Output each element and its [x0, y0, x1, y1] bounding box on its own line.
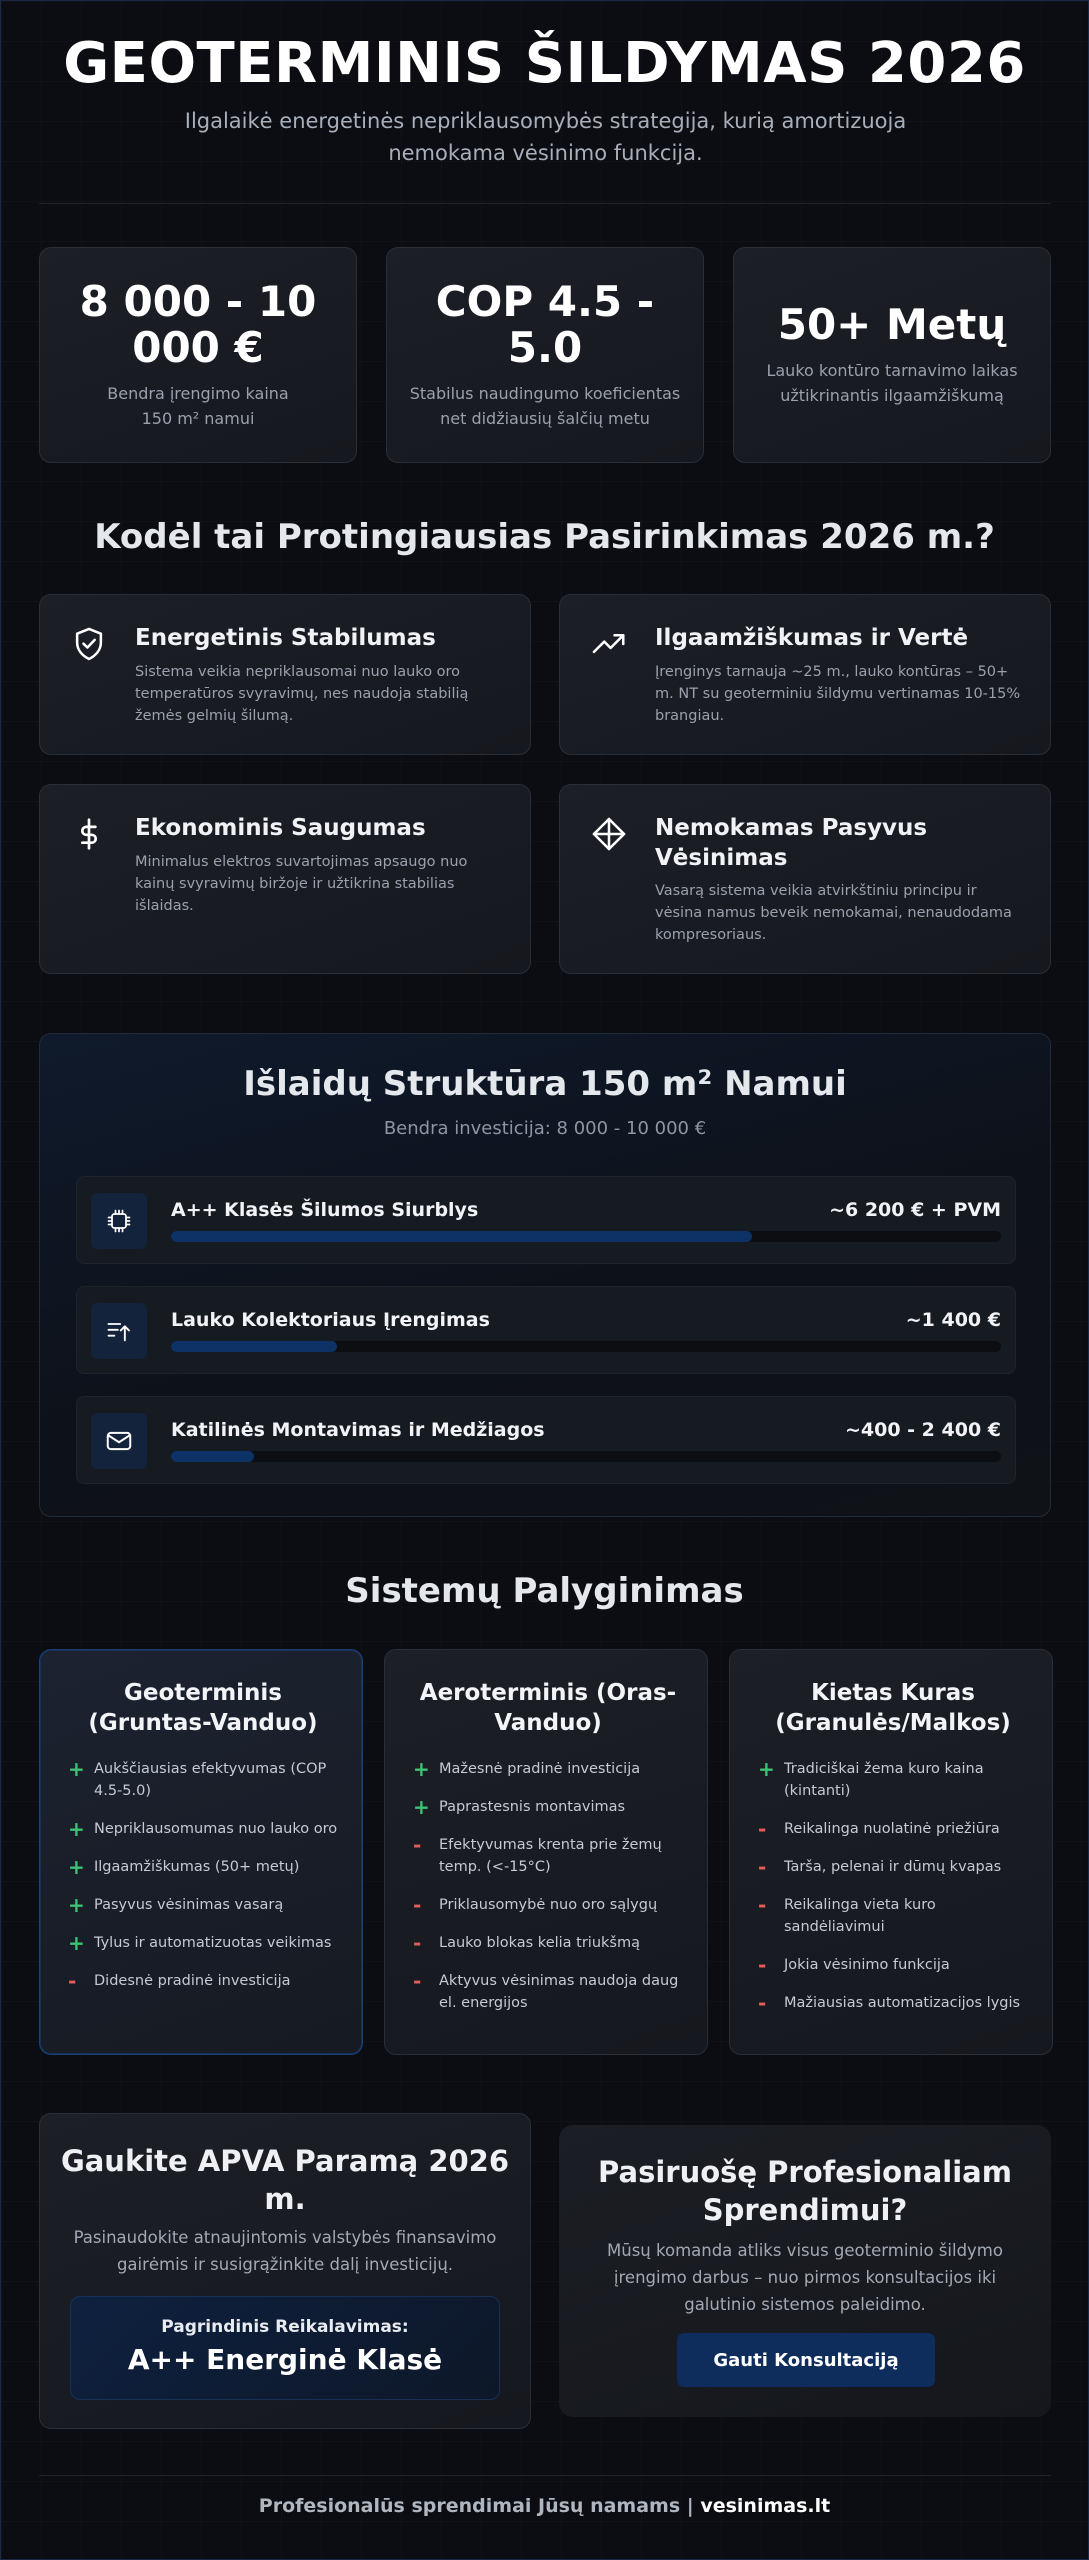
- cost-title: Išlaidų Struktūra 150 m² Namui: [243, 1064, 847, 1104]
- pro-item: [68, 1758, 338, 1802]
- why-card-cooling: [559, 784, 1051, 974]
- con-item: [758, 1894, 1028, 1938]
- minus-icon: -: [758, 1991, 767, 2015]
- apva-desc: Pasinaudokite atnaujintomis valstybės finansavimo gairėmis ir susigrąžinkite dalį investicijų.: [73, 2228, 497, 2274]
- why-card-longevity: [559, 594, 1051, 755]
- compare-card-title: Geoterminis (Gruntas-Vanduo): [88, 1680, 318, 1736]
- minus-icon: -: [68, 1969, 77, 1993]
- compare-card-title: Aeroterminis (Oras-Vanduo): [419, 1680, 677, 1736]
- why-card-desc: Vasarą sistema veikia atvirkštiniu principu ir vėsina namus beveik nemokamai, nenaudodama kompresoriaus.: [655, 883, 1012, 943]
- cost-item-name: Lauko Kolektoriaus Įrengimas: [171, 1309, 490, 1331]
- snowflake-icon: [590, 815, 628, 853]
- compare-card-title: Kietas Kuras (Granulės/Malkos): [775, 1680, 1011, 1736]
- compare-list: [413, 1758, 683, 2014]
- cost-bar-fill: [171, 1231, 752, 1242]
- cost-bar-fill: [171, 1451, 254, 1462]
- cost-bar-track: [171, 1341, 1001, 1352]
- compare-list: [758, 1758, 1028, 2014]
- footer-divider: [39, 2475, 1051, 2476]
- apva-support-card: [39, 2113, 531, 2429]
- con-item: [758, 1856, 1028, 1878]
- stat-card-cost: [39, 247, 357, 463]
- cost-item-name: Katilinės Montavimas ir Medžiagos: [171, 1419, 545, 1441]
- con-item: [68, 1970, 338, 1992]
- why-card-economy: [39, 784, 531, 974]
- pro-item: [68, 1932, 338, 1954]
- compare-list: [68, 1758, 338, 1992]
- con-item: [758, 1992, 1028, 2014]
- apva-title: Gaukite APVA Paramą 2026 m.: [60, 2144, 510, 2216]
- compare-item-text: Reikalinga nuolatinė priežiūra: [784, 1821, 1000, 1837]
- minus-icon: -: [413, 1969, 422, 1993]
- requirement-value: A++ Energinė Klasė: [127, 2343, 443, 2376]
- con-item: [758, 1818, 1028, 1840]
- pro-item: [68, 1818, 338, 1840]
- compare-item-text: Pasyvus vėsinimas vasarą: [94, 1897, 284, 1913]
- trending-up-icon: [590, 625, 628, 663]
- pro-item: [758, 1758, 1028, 1802]
- stat-card-cop: [386, 247, 704, 463]
- cost-structure-panel: [39, 1033, 1051, 1517]
- compare-item-text: Paprastesnis montavimas: [439, 1799, 626, 1815]
- pro-item: [413, 1796, 683, 1818]
- requirement-label: Pagrindinis Reikalavimas:: [161, 2317, 409, 2337]
- minus-icon: -: [758, 1817, 767, 1841]
- stat-desc: Bendra įrengimo kaina 150 m² namui: [107, 384, 289, 428]
- why-card-title: Ekonominis Saugumas: [135, 815, 426, 841]
- cost-bar-fill: [171, 1341, 337, 1352]
- compare-item-text: Mažiausias automatizacijos lygis: [784, 1995, 1021, 2011]
- compare-item-text: Ilgaamžiškumas (50+ metų): [94, 1859, 300, 1875]
- compare-card-aerothermal: [384, 1649, 708, 2055]
- con-item: [413, 1894, 683, 1916]
- mail-icon: [91, 1413, 147, 1469]
- footer-text: Profesionalūs sprendimai Jūsų namams |: [258, 2495, 694, 2517]
- get-consultation-button[interactable]: Gauti Konsultaciją: [677, 2333, 935, 2387]
- cost-bar-track: [171, 1451, 1001, 1462]
- footer-brand-link[interactable]: vesinimas.lt: [700, 2495, 831, 2517]
- compare-item-text: Jokia vėsinimo funkcija: [784, 1957, 950, 1973]
- plus-icon: +: [68, 1817, 85, 1841]
- minus-icon: -: [758, 1893, 767, 1917]
- pro-item: [68, 1894, 338, 1916]
- stat-desc: Stabilus naudingumo koeficientas net didžiausių šalčių metu: [409, 384, 681, 428]
- sort-arrow-icon: [91, 1303, 147, 1359]
- compare-item-text: Didesnė pradinė investicija: [94, 1973, 291, 1989]
- minus-icon: -: [413, 1931, 422, 1955]
- cost-bar-track: [171, 1231, 1001, 1242]
- why-card-desc: Minimalus elektros suvartojimas apsaugo nuo kainų svyravimų biržoje ir užtikrina stabilias išlaidas.: [135, 854, 468, 914]
- stat-value: 50+ Metų: [777, 300, 1007, 349]
- compare-item-text: Aukščiausias efektyvumas (COP 4.5-5.0): [94, 1761, 327, 1799]
- pro-item: [68, 1856, 338, 1878]
- page-subtitle: Ilgalaikė energetinės nepriklausomybės strategija, kurią amortizuoja nemokama vėsinimo funkcija.: [184, 109, 907, 165]
- plus-icon: +: [68, 1931, 85, 1955]
- stat-value: 8 000 - 10 000 €: [79, 277, 317, 372]
- compare-item-text: Lauko blokas kelia triukšmą: [439, 1935, 640, 1951]
- compare-item-text: Efektyvumas krenta prie žemų temp. (<-15°C): [439, 1837, 662, 1875]
- compare-card-geothermal: [39, 1649, 363, 2055]
- compare-item-text: Tylus ir automatizuotas veikimas: [94, 1935, 332, 1951]
- cost-row-heat-pump: [76, 1176, 1016, 1264]
- minus-icon: -: [758, 1953, 767, 1977]
- page-title: GEOTERMINIS ŠILDYMAS 2026: [63, 31, 1026, 96]
- compare-item-text: Mažesnė pradinė investicija: [439, 1761, 641, 1777]
- cost-item-price: ~400 - 2 400 €: [844, 1419, 1001, 1441]
- compare-item-text: Tarša, pelenai ir dūmų kvapas: [784, 1859, 1002, 1875]
- chip-icon: [91, 1193, 147, 1249]
- why-card-desc: Įrenginys tarnauja ~25 m., lauko kontūras – 50+ m. NT su geoterminiu šildymu vertinamas 10-15% brangiau.: [655, 664, 1021, 724]
- compare-item-text: Nepriklausomumas nuo lauko oro: [94, 1821, 338, 1837]
- stat-value: COP 4.5 - 5.0: [435, 277, 655, 372]
- why-card-stability: [39, 594, 531, 755]
- header-divider: [39, 203, 1051, 204]
- cost-item-price: ~1 400 €: [905, 1309, 1001, 1331]
- dollar-icon: [70, 815, 108, 853]
- why-card-desc: Sistema veikia nepriklausomai nuo lauko oro temperatūros svyravimų, nes naudoja stabilią žemės gelmių šilumą.: [135, 664, 469, 724]
- shield-check-icon: [70, 625, 108, 663]
- cost-item-name: A++ Klasės Šilumos Siurblys: [171, 1199, 479, 1221]
- cost-row-installation: [76, 1396, 1016, 1484]
- cta-desc: Mūsų komanda atliks visus geoterminio šildymo įrengimo darbus – nuo pirmos konsultacijos iki galutinio sistemos paleidimo.: [607, 2241, 1003, 2314]
- why-card-title: Energetinis Stabilumas: [135, 625, 436, 651]
- why-section-title: Kodėl tai Protingiausias Pasirinkimas 2026 m.?: [94, 517, 995, 557]
- plus-icon: +: [758, 1757, 775, 1781]
- plus-icon: +: [68, 1855, 85, 1879]
- con-item: [413, 1834, 683, 1878]
- plus-icon: +: [413, 1795, 430, 1819]
- minus-icon: -: [758, 1855, 767, 1879]
- consultation-cta-card: [559, 2125, 1051, 2417]
- compare-card-solid-fuel: [729, 1649, 1053, 2055]
- compare-item-text: Priklausomybė nuo oro sąlygų: [439, 1897, 658, 1913]
- con-item: [413, 1932, 683, 1954]
- cost-item-price: ~6 200 € + PVM: [829, 1199, 1001, 1221]
- cost-row-collector: [76, 1286, 1016, 1374]
- cta-title: Pasiruošę Profesionaliam Sprendimui?: [598, 2155, 1012, 2227]
- plus-icon: +: [68, 1757, 85, 1781]
- compare-item-text: Tradiciškai žema kuro kaina (kintanti): [784, 1761, 984, 1799]
- minus-icon: -: [413, 1833, 422, 1857]
- compare-section-title: Sistemų Palyginimas: [345, 1571, 744, 1611]
- why-card-title: Ilgaamžiškumas ir Vertė: [655, 625, 969, 651]
- minus-icon: -: [413, 1893, 422, 1917]
- footer: [1, 2495, 1088, 2517]
- con-item: [413, 1970, 683, 2014]
- stat-card-lifetime: [733, 247, 1051, 463]
- compare-item-text: Reikalinga vieta kuro sandėliavimui: [784, 1897, 936, 1935]
- cost-subtitle: Bendra investicija: 8 000 - 10 000 €: [383, 1118, 707, 1139]
- why-card-title: Nemokamas Pasyvus Vėsinimas: [655, 815, 928, 871]
- plus-icon: +: [413, 1757, 430, 1781]
- pro-item: [413, 1758, 683, 1780]
- con-item: [758, 1954, 1028, 1976]
- stat-desc: Lauko kontūro tarnavimo laikas užtikrinantis ilgaamžiškumą: [766, 361, 1018, 405]
- plus-icon: +: [68, 1893, 85, 1917]
- compare-item-text: Aktyvus vėsinimas naudoja daug el. energijos: [439, 1973, 679, 2011]
- requirement-box: [70, 2296, 500, 2400]
